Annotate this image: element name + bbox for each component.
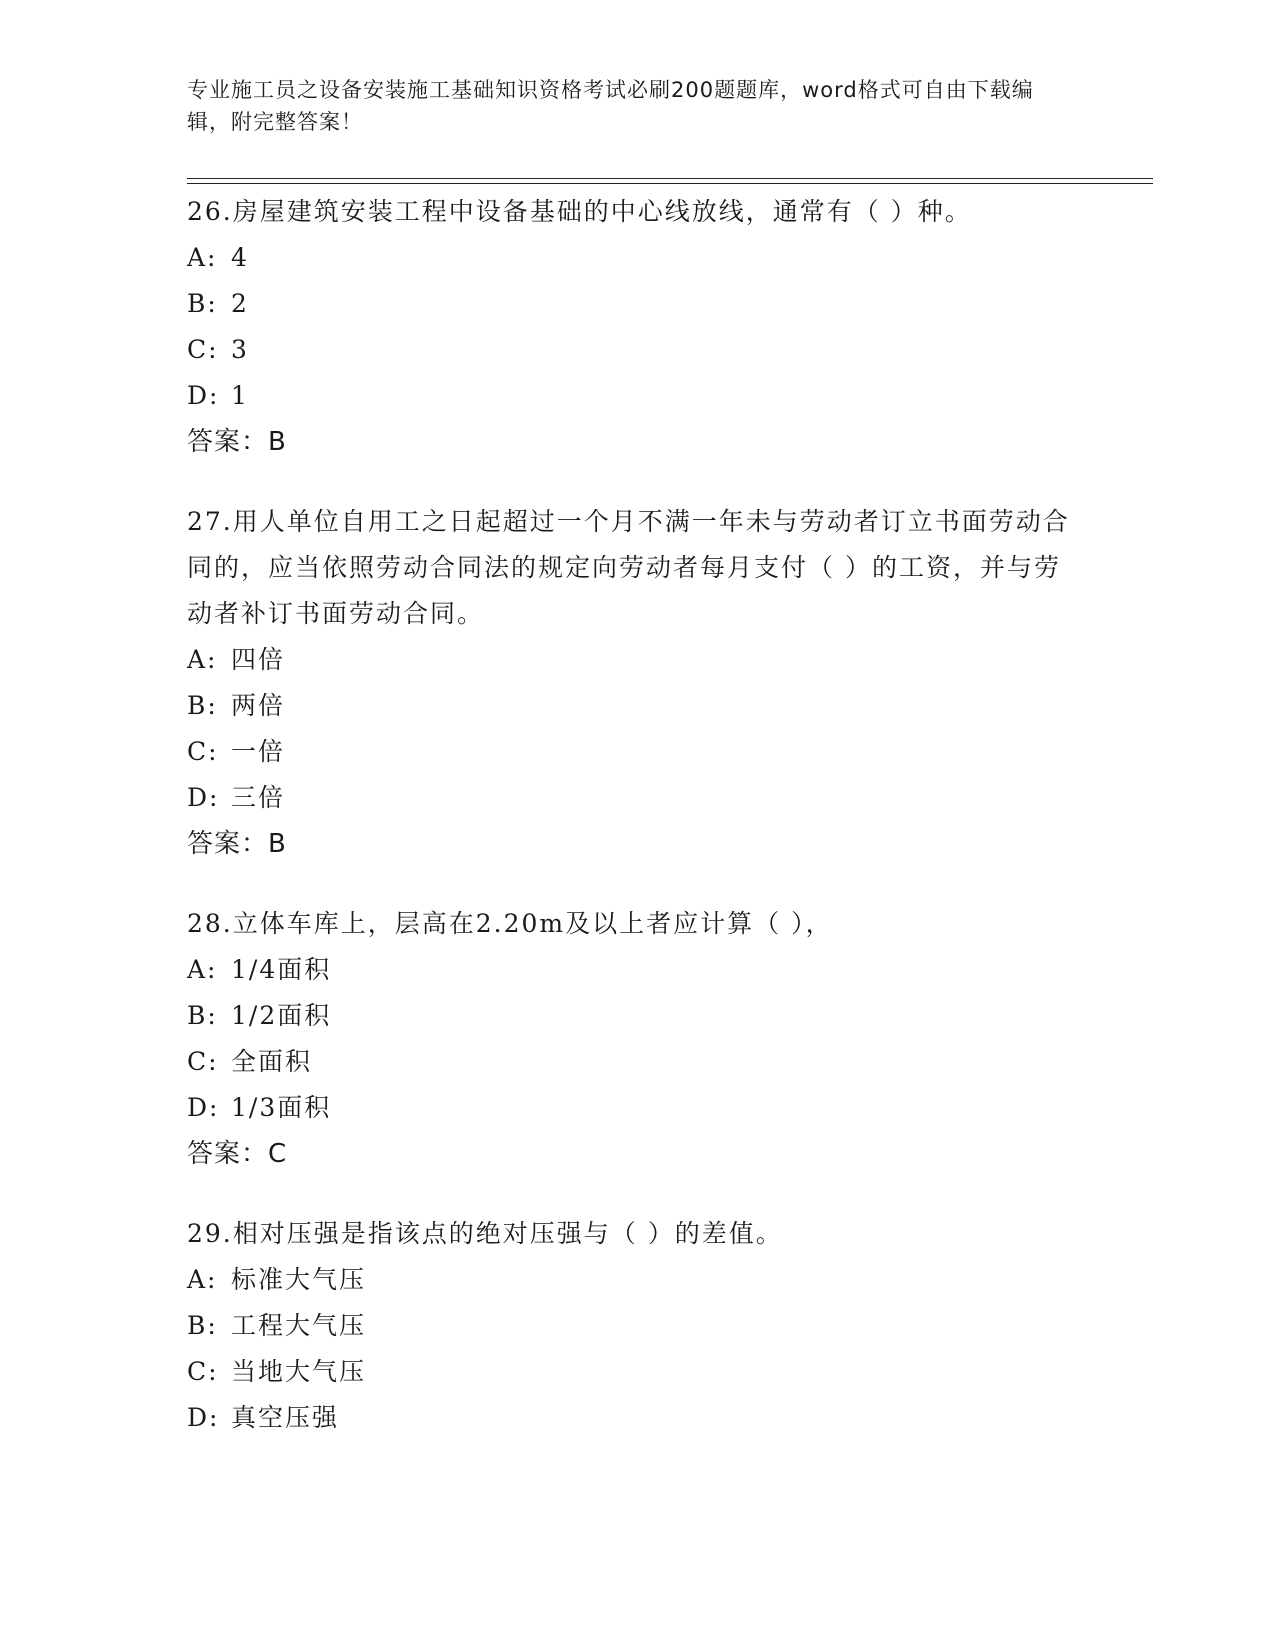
option-label: A: <box>187 955 218 984</box>
option-label: B: <box>187 691 218 720</box>
option-text: 1 <box>231 381 249 410</box>
option-text: 三倍 <box>231 783 286 812</box>
option-d <box>187 373 1087 419</box>
option-label: C: <box>187 335 219 364</box>
option-b <box>187 683 1087 729</box>
answer-line: 答案：C <box>187 1139 288 1169</box>
option-a <box>187 947 1087 993</box>
question-26 <box>187 189 1087 465</box>
option-label: B: <box>187 1311 218 1340</box>
option-text: 3 <box>231 335 249 364</box>
document-header: 专业施工员之设备安装施工基础知识资格考试必刷200题题库，word格式可自由下载编辑，附完整答案！ <box>187 78 1034 134</box>
option-a <box>187 637 1087 683</box>
option-label: C: <box>187 1357 219 1386</box>
option-label: B: <box>187 1001 218 1030</box>
option-text: 4 <box>231 243 249 272</box>
option-label: A: <box>187 1265 218 1294</box>
option-text: 1/4面积 <box>231 955 332 984</box>
option-label: C: <box>187 1047 219 1076</box>
option-label: D: <box>187 1403 220 1432</box>
option-b <box>187 281 1087 327</box>
option-b <box>187 1303 1087 1349</box>
option-text: 当地大气压 <box>231 1357 367 1386</box>
question-stem: 28.立体车库上，层高在2.20m及以上者应计算（ ）， <box>187 909 833 938</box>
option-c <box>187 327 1087 373</box>
header-divider-top <box>187 178 1153 179</box>
question-stem: 27.用人单位自用工之日起超过一个月不满一年未与劳动者订立书面劳动合同的，应当依照劳动合同法的规定向劳动者每月支付（ ）的工资，并与劳动者补订书面劳动合同。 <box>187 507 1070 628</box>
option-c <box>187 1039 1087 1085</box>
option-text: 全面积 <box>231 1047 313 1076</box>
option-d <box>187 1085 1087 1131</box>
option-label: D: <box>187 381 220 410</box>
option-label: D: <box>187 783 220 812</box>
question-27 <box>187 499 1087 867</box>
option-label: B: <box>187 289 218 318</box>
option-text: 1/3面积 <box>231 1093 332 1122</box>
option-text: 一倍 <box>231 737 286 766</box>
option-text: 四倍 <box>231 645 286 674</box>
option-text: 2 <box>231 289 249 318</box>
option-text: 标准大气压 <box>231 1265 367 1294</box>
option-a <box>187 235 1087 281</box>
option-label: A: <box>187 645 218 674</box>
header-divider-bottom <box>187 183 1153 184</box>
question-29 <box>187 1211 1087 1441</box>
option-label: C: <box>187 737 219 766</box>
option-text: 1/2面积 <box>231 1001 332 1030</box>
option-c <box>187 1349 1087 1395</box>
option-text: 真空压强 <box>231 1403 340 1432</box>
option-label: A: <box>187 243 218 272</box>
question-28 <box>187 901 1087 1177</box>
answer-line: 答案：B <box>187 427 287 457</box>
option-c <box>187 729 1087 775</box>
option-d <box>187 775 1087 821</box>
option-b <box>187 993 1087 1039</box>
option-label: D: <box>187 1093 220 1122</box>
question-stem: 29.相对压强是指该点的绝对压强与（ ）的差值。 <box>187 1219 783 1248</box>
option-text: 工程大气压 <box>231 1311 367 1340</box>
question-list <box>187 189 1087 1475</box>
question-stem: 26.房屋建筑安装工程中设备基础的中心线放线，通常有（ ）种。 <box>187 197 972 226</box>
option-a <box>187 1257 1087 1303</box>
option-d <box>187 1395 1087 1441</box>
answer-line: 答案：B <box>187 829 287 859</box>
option-text: 两倍 <box>231 691 286 720</box>
